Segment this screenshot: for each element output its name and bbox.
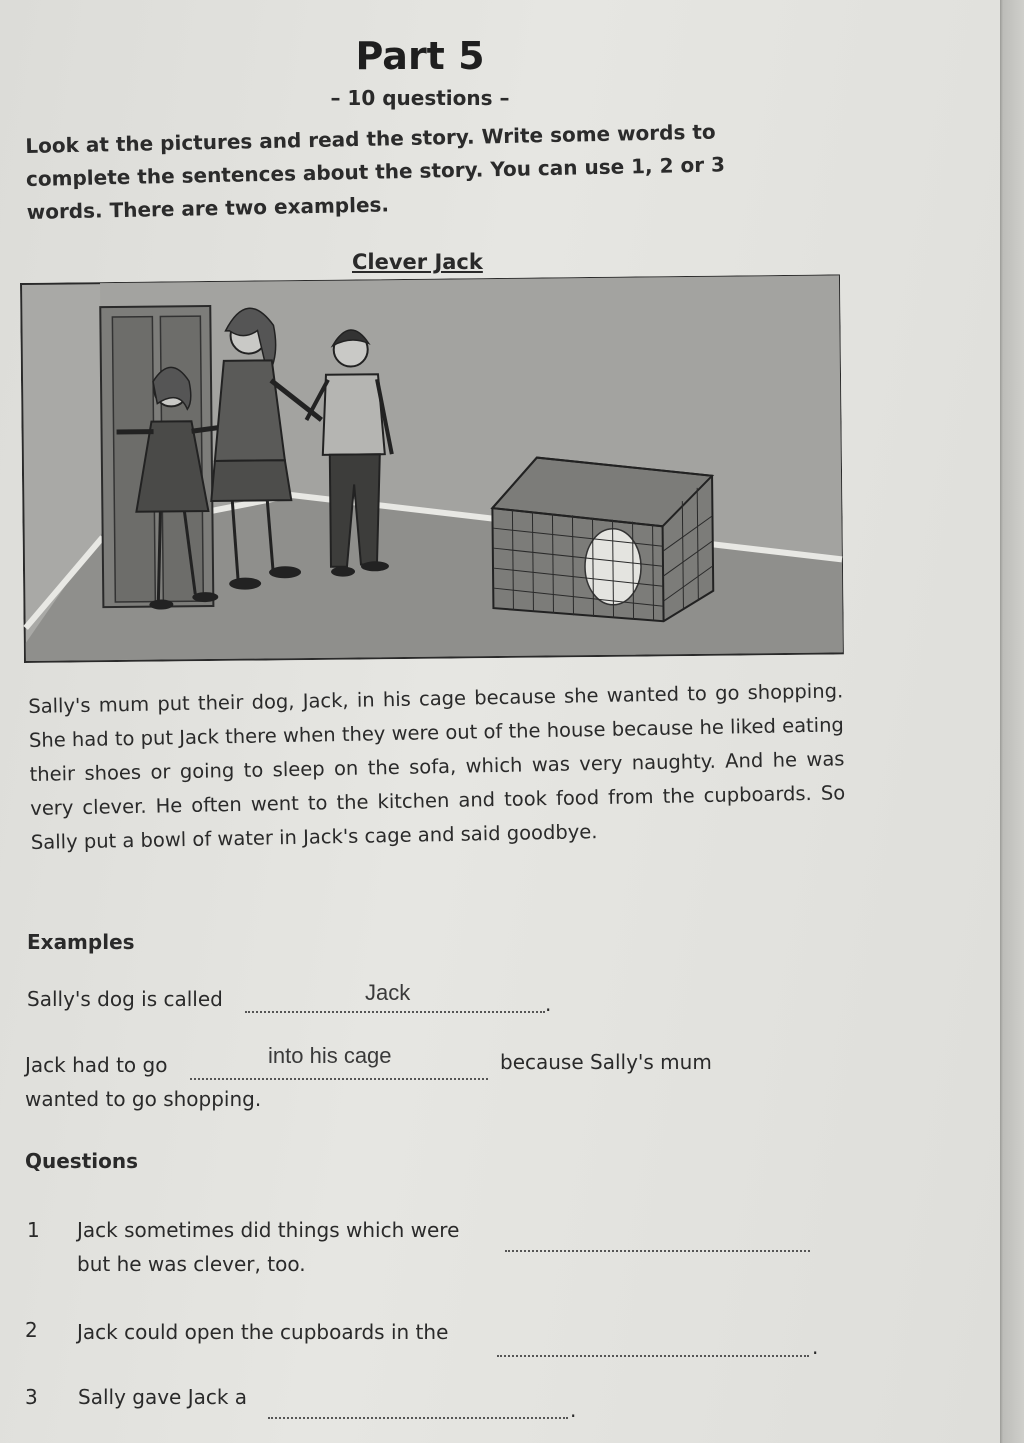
example-1-answer-line: [245, 1011, 545, 1013]
question-1-number: 1: [27, 1218, 40, 1242]
question-2-number: 2: [25, 1318, 38, 1342]
question-1-text: Jack sometimes did things which were: [77, 1218, 460, 1242]
example-1-answer: Jack: [365, 980, 411, 1005]
instructions: Look at the pictures and read the story. Write some words to complete the sentences about the story. You can use 1, 2 or 3 words. There are two examples.: [25, 119, 726, 224]
example-2-prompt: Jack had to go: [25, 1053, 168, 1077]
question-3-end: .: [570, 1398, 577, 1422]
question-3-text: Sally gave Jack a: [78, 1385, 248, 1409]
examples-heading: Examples: [27, 930, 135, 954]
question-3-number: 3: [25, 1385, 38, 1409]
example-2-continuation: because Sally's mum: [500, 1050, 712, 1074]
page-edge: [1000, 0, 1024, 1443]
example-2-answer: into his cage: [268, 1043, 392, 1068]
part-title: Part 5: [355, 34, 485, 78]
question-2-answer-line[interactable]: [497, 1355, 809, 1357]
example-1-end: .: [545, 992, 552, 1016]
example-1-prompt: Sally's dog is called: [27, 987, 223, 1011]
dog-cage: [492, 456, 714, 623]
story-illustration: [20, 274, 844, 663]
questions-heading: Questions: [25, 1149, 139, 1173]
question-count: – 10 questions –: [330, 86, 510, 110]
example-2-answer-line: [190, 1078, 488, 1080]
question-3-answer-line[interactable]: [268, 1417, 568, 1419]
example-2-line2: wanted to go shopping.: [25, 1087, 262, 1111]
story-title: Clever Jack: [352, 250, 483, 274]
question-2-end: .: [812, 1335, 819, 1359]
question-1-line2: but he was clever, too.: [77, 1252, 306, 1276]
story-text: Sally's mum put their dog, Jack, in his cage because she wanted to go shopping. She had to put Jack there when they were out of the house because he liked eating their shoes or going to sleep on the sofa, which was very naughty. And he was very clever. He often went to the kitchen and took food from the cupboards. So Sally put a bowl of water in Jack's cage and said goodbye.: [28, 679, 846, 854]
question-1-answer-line[interactable]: [505, 1250, 810, 1252]
question-2-text: Jack could open the cupboards in the: [77, 1320, 449, 1344]
